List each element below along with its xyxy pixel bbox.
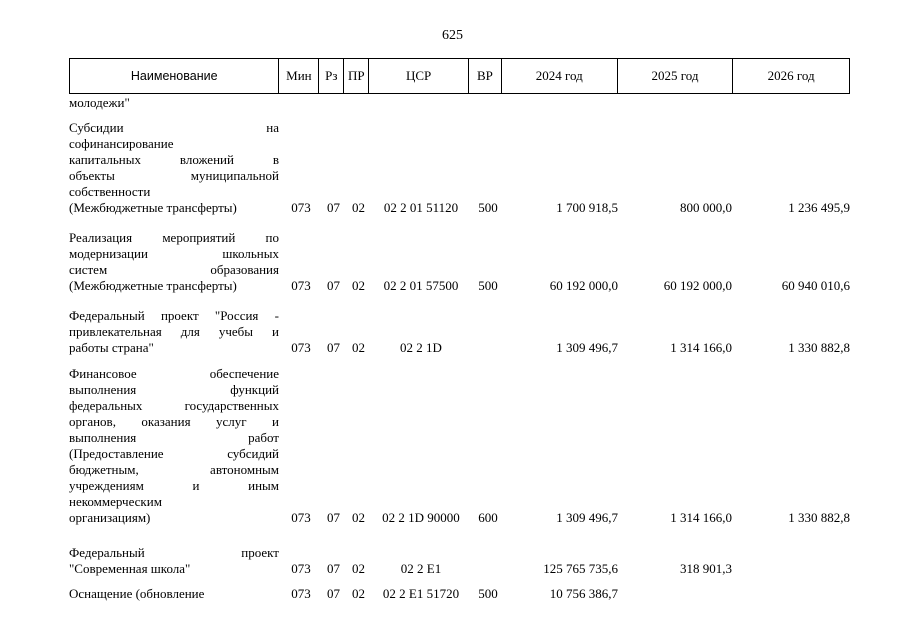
row-2026: 60 940 010,6 <box>781 278 850 293</box>
row-2024: 125 765 735,6 <box>543 561 618 576</box>
table-row <box>69 586 850 602</box>
row-min: 073 <box>291 340 311 355</box>
row-2024: 1 309 496,7 <box>556 340 618 355</box>
row-name <box>69 308 279 356</box>
row-name <box>69 120 279 216</box>
row-csr: 02 2 E1 <box>400 561 442 576</box>
row-name-line: органов, оказания услуг и <box>69 414 279 429</box>
row-2026: 1 236 495,9 <box>788 200 850 215</box>
row-csr: 02 2 1D <box>400 340 442 355</box>
row-name-line: объекты муниципальной <box>69 168 279 183</box>
row-rz: 07 <box>327 561 340 576</box>
row-name <box>69 545 279 577</box>
header-min: Мин <box>279 59 319 93</box>
row-name-line: федеральных государственных <box>69 398 279 413</box>
row-min: 073 <box>291 510 311 525</box>
row-min: 073 <box>291 200 311 215</box>
row-name-line: Федеральный проект <box>69 545 279 560</box>
row-min: 073 <box>291 586 311 601</box>
row-name-line: выполнения функций <box>69 382 279 397</box>
row-name-line: Финансовое обеспечение <box>69 366 279 381</box>
table-row <box>69 308 850 356</box>
row-name-line: собственности <box>69 184 151 199</box>
row-vr: 500 <box>478 586 498 601</box>
row-name-line: (Межбюджетные трансферты) <box>69 278 237 293</box>
row-name-line: модернизации школьных <box>69 246 279 261</box>
row-pr: 02 <box>352 510 365 525</box>
row-rz: 07 <box>327 510 340 525</box>
row-min: 073 <box>291 278 311 293</box>
row-name <box>69 230 279 294</box>
row-csr: 02 2 E1 51720 <box>382 586 460 601</box>
row-2025: 1 314 166,0 <box>670 340 732 355</box>
row-2025: 318 901,3 <box>680 561 732 576</box>
carryover-row <box>69 95 850 111</box>
header-vr: ВР <box>469 59 502 93</box>
row-name-line: некоммерческим <box>69 494 162 509</box>
row-name-line: организациям) <box>69 510 151 525</box>
row-pr: 02 <box>352 278 365 293</box>
row-name-line: работы страна" <box>69 340 154 355</box>
row-2024: 1 309 496,7 <box>556 510 618 525</box>
row-2024: 1 700 918,5 <box>556 200 618 215</box>
row-name-line: капитальных вложений в <box>69 152 279 167</box>
row-name-line: (Предоставление субсидий <box>69 446 279 461</box>
row-vr: 500 <box>478 278 498 293</box>
table-row <box>69 120 850 216</box>
header-2024: 2024 год <box>502 59 618 93</box>
row-pr: 02 <box>352 200 365 215</box>
table-row <box>69 366 850 526</box>
row-name-line: учреждениям и иным <box>69 478 279 493</box>
row-name-line: выполнения работ <box>69 430 279 445</box>
row-csr: 02 2 01 51120 <box>383 200 459 215</box>
row-csr: 02 2 1D 90000 <box>382 510 460 525</box>
row-name-line: систем образования <box>69 262 279 277</box>
row-csr: 02 2 01 57500 <box>383 278 459 293</box>
row-pr: 02 <box>352 561 365 576</box>
row-rz: 07 <box>327 340 340 355</box>
row-2025: 60 192 000,0 <box>663 278 732 293</box>
row-name-line: Оснащение (обновление <box>69 586 205 601</box>
header-pr: ПР <box>344 59 369 93</box>
header-rz: Рз <box>319 59 344 93</box>
table-header <box>69 58 850 94</box>
row-name-line: софинансирование <box>69 136 174 151</box>
row-name-line: (Межбюджетные трансферты) <box>69 200 237 215</box>
row-name-line: "Современная школа" <box>69 561 191 576</box>
row-rz: 07 <box>327 200 340 215</box>
row-name-line: привлекательная для учебы и <box>69 324 279 339</box>
header-2025: 2025 год <box>618 59 734 93</box>
row-rz: 07 <box>327 278 340 293</box>
header-2026: 2026 год <box>767 68 815 83</box>
page-number: 625 <box>442 28 463 43</box>
row-vr: 500 <box>478 200 498 215</box>
row-name-line: Субсидии на <box>69 120 279 135</box>
row-pr: 02 <box>352 586 365 601</box>
row-2024: 60 192 000,0 <box>549 278 618 293</box>
row-min: 073 <box>291 561 311 576</box>
table-row <box>69 545 850 577</box>
row-vr: 600 <box>478 510 498 525</box>
header-name: Наименование <box>70 59 279 93</box>
row-2025: 1 314 166,0 <box>670 510 732 525</box>
row-name-line: бюджетным, автономным <box>69 462 279 477</box>
row-name <box>69 586 279 602</box>
row-rz: 07 <box>327 586 340 601</box>
row-2026: 1 330 882,8 <box>788 510 850 525</box>
row-pr: 02 <box>352 340 365 355</box>
carryover-text: молодежи" <box>69 95 130 110</box>
row-name-line: Федеральный проект "Россия - <box>69 308 279 323</box>
row-name-line: Реализация мероприятий по <box>69 230 279 245</box>
table-row <box>69 230 850 294</box>
row-name <box>69 366 279 526</box>
header-csr: ЦСР <box>369 59 469 93</box>
row-2026: 1 330 882,8 <box>788 340 850 355</box>
row-2024: 10 756 386,7 <box>549 586 618 601</box>
row-2025: 800 000,0 <box>680 200 732 215</box>
